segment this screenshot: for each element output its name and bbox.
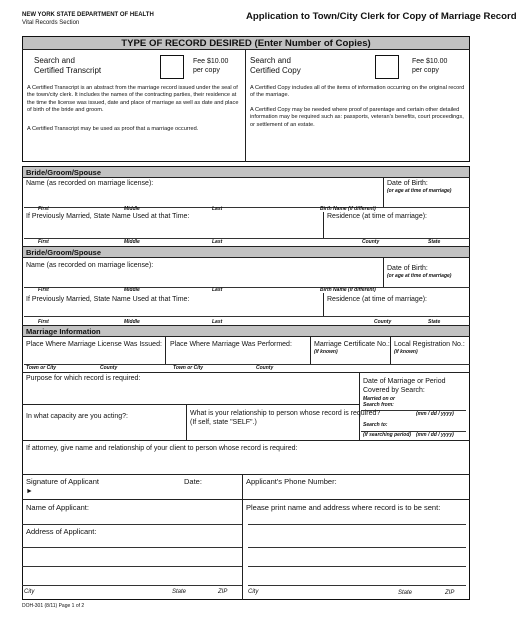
relationship-label-2: (If self, state "SELF".) xyxy=(190,419,257,426)
marriage-info-heading: Marriage Information xyxy=(26,327,101,336)
cert-no-label: Marriage Certificate No.: xyxy=(314,341,390,348)
attorney-label: If attorney, give name and relationship of your client to person whose record is required: xyxy=(26,445,298,452)
relationship-label-1: What is your relationship to person whose record is required? xyxy=(190,410,381,417)
search-to-input[interactable] xyxy=(388,420,466,430)
spouse1-sub-middle-2: Middle xyxy=(124,239,140,245)
date-period-label-1: Date of Marriage or Period xyxy=(363,378,446,385)
spouse2-name-input[interactable] xyxy=(24,270,380,284)
signature-input[interactable] xyxy=(36,485,176,497)
capacity-input[interactable] xyxy=(135,410,183,424)
applicant-address-label: Address of Applicant: xyxy=(26,527,97,536)
spouse1-sub-first: First xyxy=(38,206,49,212)
capacity-label: In what capacity are you acting?: xyxy=(26,413,128,420)
spouse1-sub-first-2: First xyxy=(38,239,49,245)
spouse2-sub-last-2: Last xyxy=(212,319,223,325)
state-left-label: State xyxy=(172,589,187,595)
spouse2-name-label: Name (as recorded on marriage license): xyxy=(26,262,154,269)
cert-no-sub: (if known) xyxy=(314,349,338,355)
license-issued-label: Place Where Marriage License Was Issued: xyxy=(26,341,162,348)
spouse1-dob-label: Date of Birth: xyxy=(387,180,428,187)
spouse2-sub-first-2: First xyxy=(38,319,49,325)
spouse1-name-label: Name (as recorded on marriage license): xyxy=(26,180,154,187)
if-searching-label: (if searching period) xyxy=(363,432,412,438)
zip-right-label: ZIP xyxy=(445,590,455,596)
spouse2-dob-label: Date of Birth: xyxy=(387,265,428,272)
spouse1-sub-last: Last xyxy=(212,206,223,212)
spouse1-dob-sub: (or age at time of marriage) xyxy=(387,188,452,194)
spouse1-residence-label: Residence (at time of marriage): xyxy=(327,213,427,220)
cert-no-input[interactable] xyxy=(312,357,388,363)
agency-name: NEW YORK STATE DEPARTMENT OF HEALTH xyxy=(22,12,154,18)
transcript-fee-unit: per copy xyxy=(193,67,220,74)
spouse1-heading: Bride/Groom/Spouse xyxy=(26,168,102,177)
purpose-label: Purpose for which record is required: xyxy=(26,375,141,382)
applicant-name-input[interactable] xyxy=(24,512,239,522)
transcript-description: A Certified Transcript is an abstract from the marriage record issued under the seal of the town/city clerk. It includes the names of the contracting parties, their residence at the time the license was issued, date and place of marriage as well as date and place of birth of the bride and groom. xyxy=(27,85,239,114)
spouse1-prev-name-input[interactable] xyxy=(24,221,320,235)
local-reg-sub: (if known) xyxy=(394,349,418,355)
spouse1-sub-county: County xyxy=(362,239,380,245)
date-format-1: (mm / dd / yyyy) xyxy=(416,411,454,417)
spouse2-sub-birthname: Birth Name (if different) xyxy=(320,287,376,293)
city-right-label: City xyxy=(248,589,259,595)
section-name: Vital Records Section xyxy=(22,20,80,26)
state-right-label: State xyxy=(398,590,413,596)
attorney-input[interactable] xyxy=(24,453,468,467)
copy-fee: Fee $10.00 xyxy=(412,58,448,65)
copy-note: A Certified Copy may be needed where proof of parentage and certain other detailed information may be required such as: passports, veteran's benefits, court proceedings, or settlement of an estate. xyxy=(250,107,464,128)
sub-county-2: County xyxy=(256,365,274,371)
spouse1-sub-state: State xyxy=(428,239,441,245)
performed-label: Place Where Marriage Was Performed: xyxy=(170,341,292,348)
city-left-label: City xyxy=(24,589,35,595)
spouse1-sub-middle: Middle xyxy=(124,206,140,212)
signature-label: Signature of Applicant xyxy=(26,477,99,486)
date-period-label-2: Covered by Search: xyxy=(363,387,425,394)
phone-label: Applicant's Phone Number: xyxy=(246,477,337,486)
form-id: DOH-301 (8/11) Page 1 of 2 xyxy=(22,603,85,609)
spouse1-sub-birthname: Birth Name (if different) xyxy=(320,206,376,212)
copy-copies-input[interactable] xyxy=(375,55,399,79)
date-input[interactable] xyxy=(182,487,240,497)
transcript-note: A Certified Transcript may be used as proof that a marriage occurred. xyxy=(27,126,199,132)
spouse2-dob-sub: (or age at time of marriage) xyxy=(387,273,452,279)
sub-town-1: Town or City xyxy=(26,365,57,371)
performed-input[interactable] xyxy=(167,349,307,360)
sub-town-2: Town or City xyxy=(173,365,204,371)
spouse2-heading: Bride/Groom/Spouse xyxy=(26,248,102,257)
local-reg-input[interactable] xyxy=(392,357,468,363)
transcript-label-2: Certified Transcript xyxy=(34,66,102,75)
form-title: Application to Town/City Clerk for Copy of Marriage Record xyxy=(246,11,517,22)
phone-input[interactable] xyxy=(245,487,467,497)
copy-description: A Certified Copy includes all of the items of information occurring on the original record of the marriage. xyxy=(250,85,465,99)
spouse2-residence-label: Residence (at time of marriage): xyxy=(327,296,427,303)
local-reg-label: Local Registration No.: xyxy=(394,341,465,348)
date-label: Date: xyxy=(184,477,202,486)
spouse2-sub-middle-2: Middle xyxy=(124,319,140,325)
spouse2-sub-county: County xyxy=(374,319,392,325)
spouse1-sub-last-2: Last xyxy=(212,239,223,245)
purpose-input[interactable] xyxy=(24,383,356,397)
signature-arrow: ► xyxy=(26,488,33,495)
copy-fee-unit: per copy xyxy=(412,67,439,74)
spouse1-name-input[interactable] xyxy=(24,188,380,202)
applicant-address-input[interactable] xyxy=(24,536,239,582)
copy-label-2: Certified Copy xyxy=(250,66,301,75)
transcript-fee: Fee $10.00 xyxy=(193,58,229,65)
spouse2-sub-state: State xyxy=(428,319,441,325)
record-type-heading: TYPE OF RECORD DESIRED (Enter Number of Copies) xyxy=(121,38,371,49)
license-issued-input[interactable] xyxy=(24,349,162,360)
spouse2-sub-middle: Middle xyxy=(124,287,140,293)
spouse2-sub-first: First xyxy=(38,287,49,293)
married-on-input[interactable] xyxy=(398,398,466,408)
date-format-2: (mm / dd / yyyy) xyxy=(416,432,454,438)
spouse2-prev-name-input[interactable] xyxy=(24,303,320,315)
relationship-input[interactable] xyxy=(188,428,356,438)
spouse2-residence-input[interactable] xyxy=(325,303,468,315)
married-on-label-2: Search from: xyxy=(363,402,394,408)
zip-left-label: ZIP xyxy=(218,589,228,595)
spouse1-prev-label: If Previously Married, State Name Used at that Time: xyxy=(26,213,190,220)
sub-county-1: County xyxy=(100,365,118,371)
transcript-copies-input[interactable] xyxy=(160,55,184,79)
print-instruction: Please print name and address where record is to be sent: xyxy=(246,503,441,512)
search-to-label: Search to: xyxy=(363,422,388,428)
spouse2-prev-label: If Previously Married, State Name Used at that Time: xyxy=(26,296,190,303)
spouse2-sub-last: Last xyxy=(212,287,223,293)
applicant-name-label: Name of Applicant: xyxy=(26,503,89,512)
spouse1-dob-input[interactable] xyxy=(383,198,470,207)
spouse1-residence-input[interactable] xyxy=(325,221,468,235)
copy-label-1: Search and xyxy=(250,56,291,65)
married-on-label-1: Married on or xyxy=(363,396,395,402)
transcript-label-1: Search and xyxy=(34,56,75,65)
